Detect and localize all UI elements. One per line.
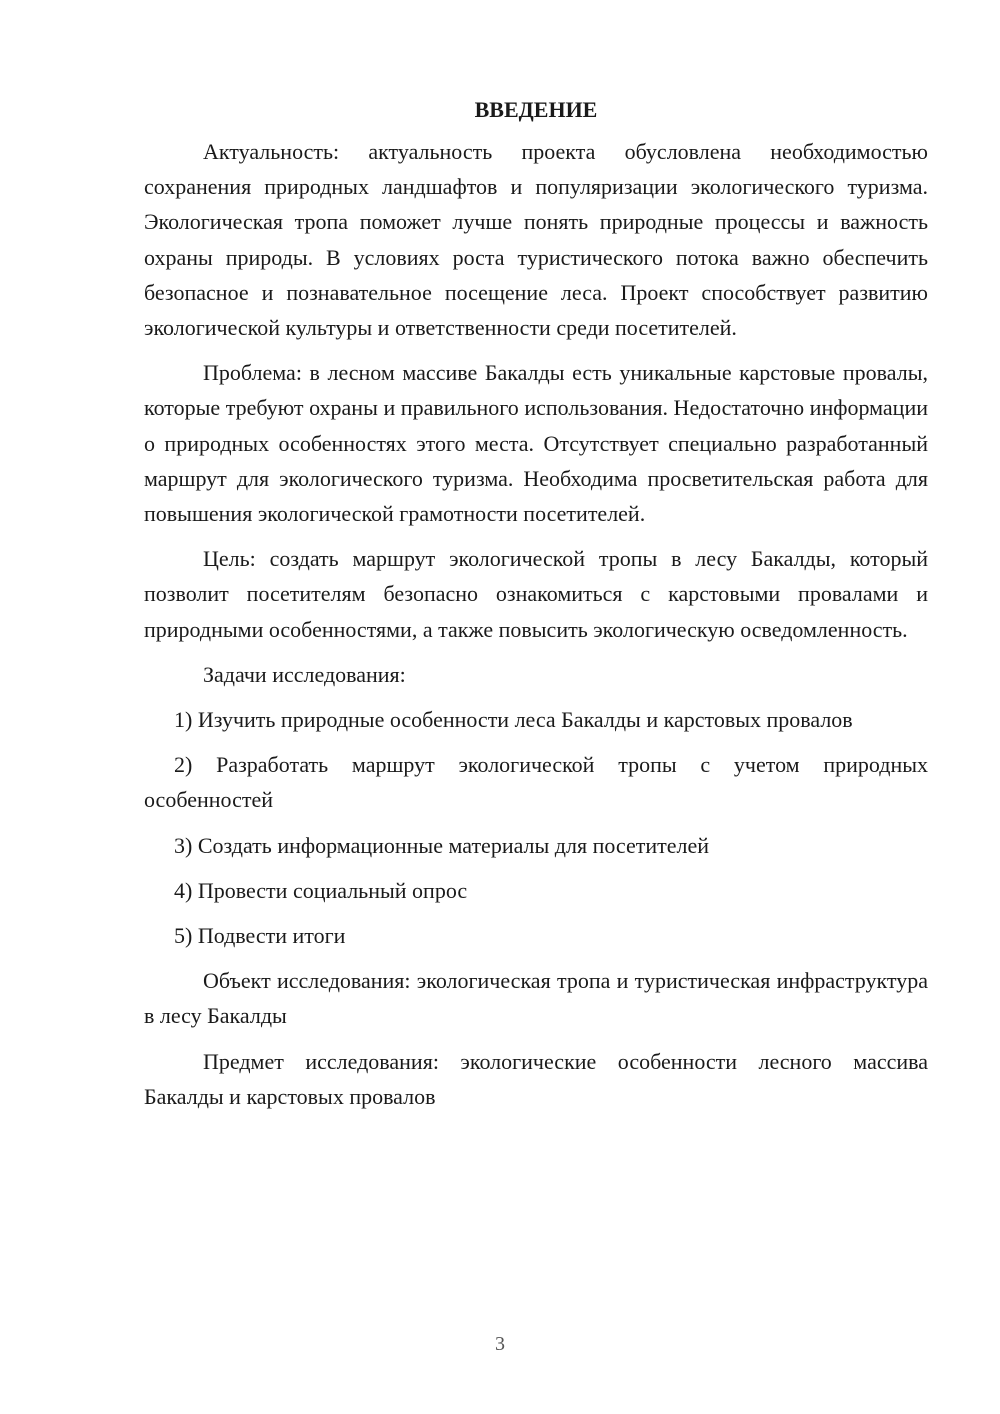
- relevance-paragraph: Актуальность: актуальность проекта обусловлена необходимостью сохранения природных ландшафтов и популяризации экологического туризма. Экологическая тропа поможет лучше понять природные процессы и важность охраны природы. В условиях роста туристического потока важно обеспечить безопасное и познавательное посещение леса. Проект способствует развитию экологической культуры и ответственности среди посетителей.: [144, 139, 928, 341]
- document-page: [144, 92, 928, 1124]
- problem-paragraph: Проблема: в лесном массиве Бакалды есть уникальные карстовые провалы, которые требуют охраны и правильного использования. Недостаточно информации о природных особенностях этого места. Отсутствует специально разработанный маршрут для экологического туризма. Необходима просветительская работа для повышения экологической грамотности посетителей.: [144, 360, 928, 527]
- list-item: 1) Изучить природные особенности леса Бакалды и карстовых провалов: [174, 707, 853, 733]
- section-title: ВВЕДЕНИЕ: [474, 97, 598, 122]
- list-item: 2) Разработать маршрут экологической тропы с учетом природных особенностей: [144, 752, 928, 813]
- page-number: 3: [495, 1333, 505, 1355]
- tasks-list: [144, 702, 928, 953]
- goal-paragraph: Цель: создать маршрут экологической тропы в лесу Бакалды, который позволит посетителям безопасно ознакомиться с карстовыми провалами и природными особенностями, а также повысить экологическую осведомленность.: [144, 546, 928, 642]
- list-item: 3) Создать информационные материалы для посетителей: [174, 832, 710, 858]
- subject-paragraph: Предмет исследования: экологические особенности лесного массива Бакалды и карстовых провалов: [144, 1048, 928, 1109]
- tasks-heading: Задачи исследования:: [203, 661, 406, 687]
- list-item: 5) Подвести итоги: [174, 923, 346, 949]
- object-paragraph: Объект исследования: экологическая тропа и туристическая инфраструктура в лесу Бакалды: [144, 968, 928, 1029]
- list-item: 4) Провести социальный опрос: [174, 877, 468, 903]
